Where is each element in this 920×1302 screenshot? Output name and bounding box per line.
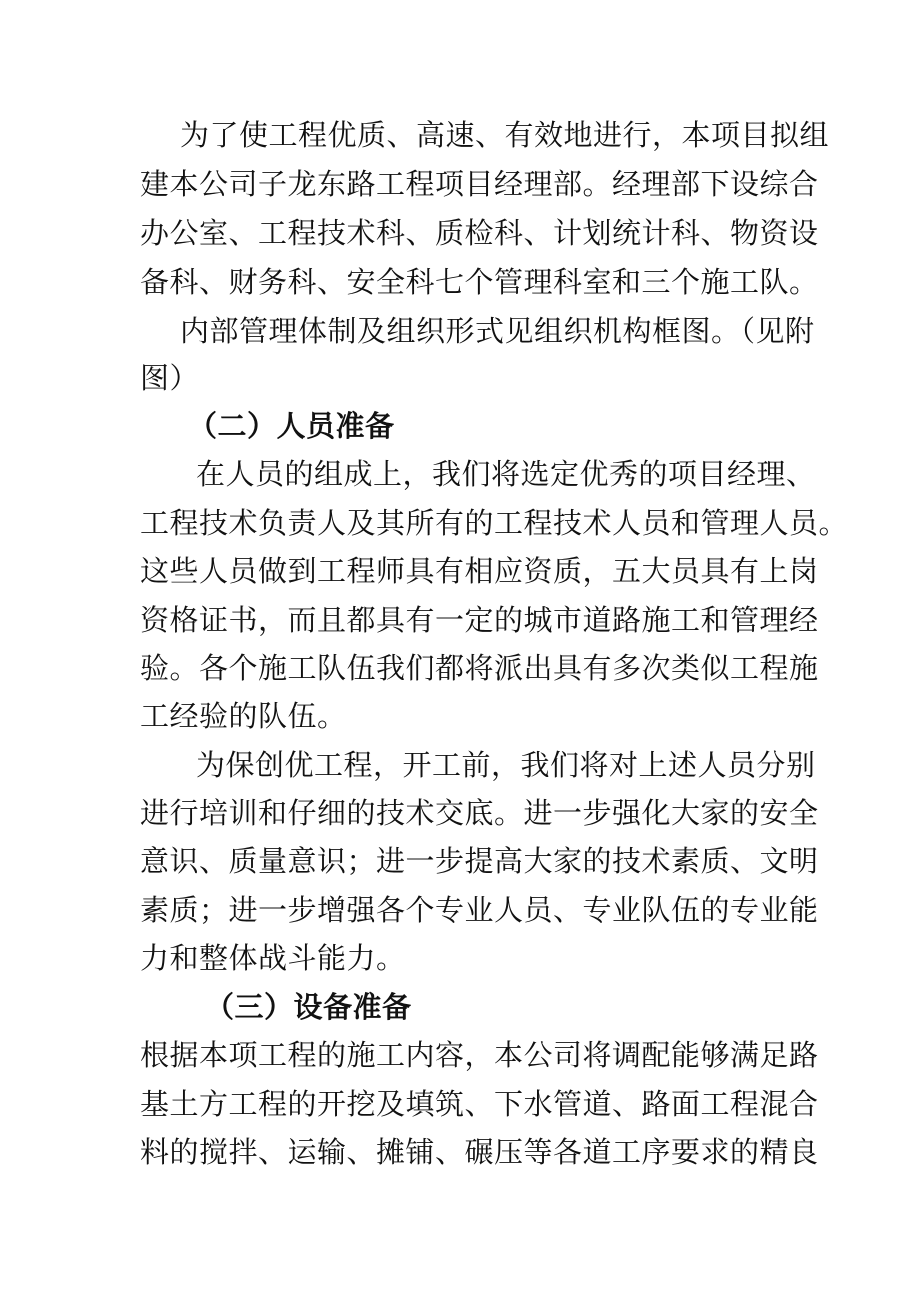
paragraph-1-line-2: 建本公司子龙东路工程项目经理部。经理部下设综合 [140, 167, 819, 201]
paragraph-5-line-2: 基土方工程的开挖及填筑、下水管道、路面工程混合 [140, 1087, 819, 1121]
paragraph-3-line-5: 验。各个施工队伍我们都将派出具有多次类似工程施 [140, 651, 819, 685]
paragraph-3-line-2: 工程技术负责人及其所有的工程技术人员和管理人员。 [140, 506, 849, 540]
paragraph-3-line-1: 在人员的组成上，我们将选定优秀的项目经理、 [196, 457, 816, 491]
section-heading-personnel: （二）人员准备 [188, 409, 395, 443]
paragraph-1-line-3: 办公室、工程技术科、质检科、计划统计科、物资设 [140, 216, 819, 250]
paragraph-3-line-4: 资格证书，而且都具有一定的城市道路施工和管理经 [140, 603, 819, 637]
paragraph-2-line-2: 图） [140, 361, 200, 395]
paragraph-2-line-1: 内部管理体制及组织形式见组织机构框图。（见附 [180, 314, 815, 348]
paragraph-1-line-1: 为了使工程优质、高速、有效地进行，本项目拟组 [180, 118, 830, 152]
paragraph-4-line-3: 意识、质量意识；进一步提高大家的技术素质、文明 [140, 844, 819, 878]
paragraph-3-line-3: 这些人员做到工程师具有相应资质，五大员具有上岗 [140, 554, 819, 588]
paragraph-5-line-3: 料的搅拌、运输、摊铺、碾压等各道工序要求的精良 [140, 1135, 819, 1169]
paragraph-4-line-2: 进行培训和仔细的技术交底。进一步强化大家的安全 [140, 796, 819, 830]
paragraph-4-line-5: 力和整体战斗能力。 [140, 941, 406, 975]
paragraph-4-line-4: 素质；进一步增强各个专业人员、专业队伍的专业能 [140, 893, 819, 927]
paragraph-5-line-1: 根据本项工程的施工内容，本公司将调配能够满足路 [140, 1038, 819, 1072]
paragraph-1-line-4: 备科、财务科、安全科七个管理科室和三个施工队。 [140, 265, 819, 299]
section-heading-equipment: （三）设备准备 [205, 990, 412, 1024]
paragraph-3-line-6: 工经验的队伍。 [140, 699, 347, 733]
paragraph-4-line-1: 为保创优工程，开工前，我们将对上述人员分别 [196, 748, 816, 782]
